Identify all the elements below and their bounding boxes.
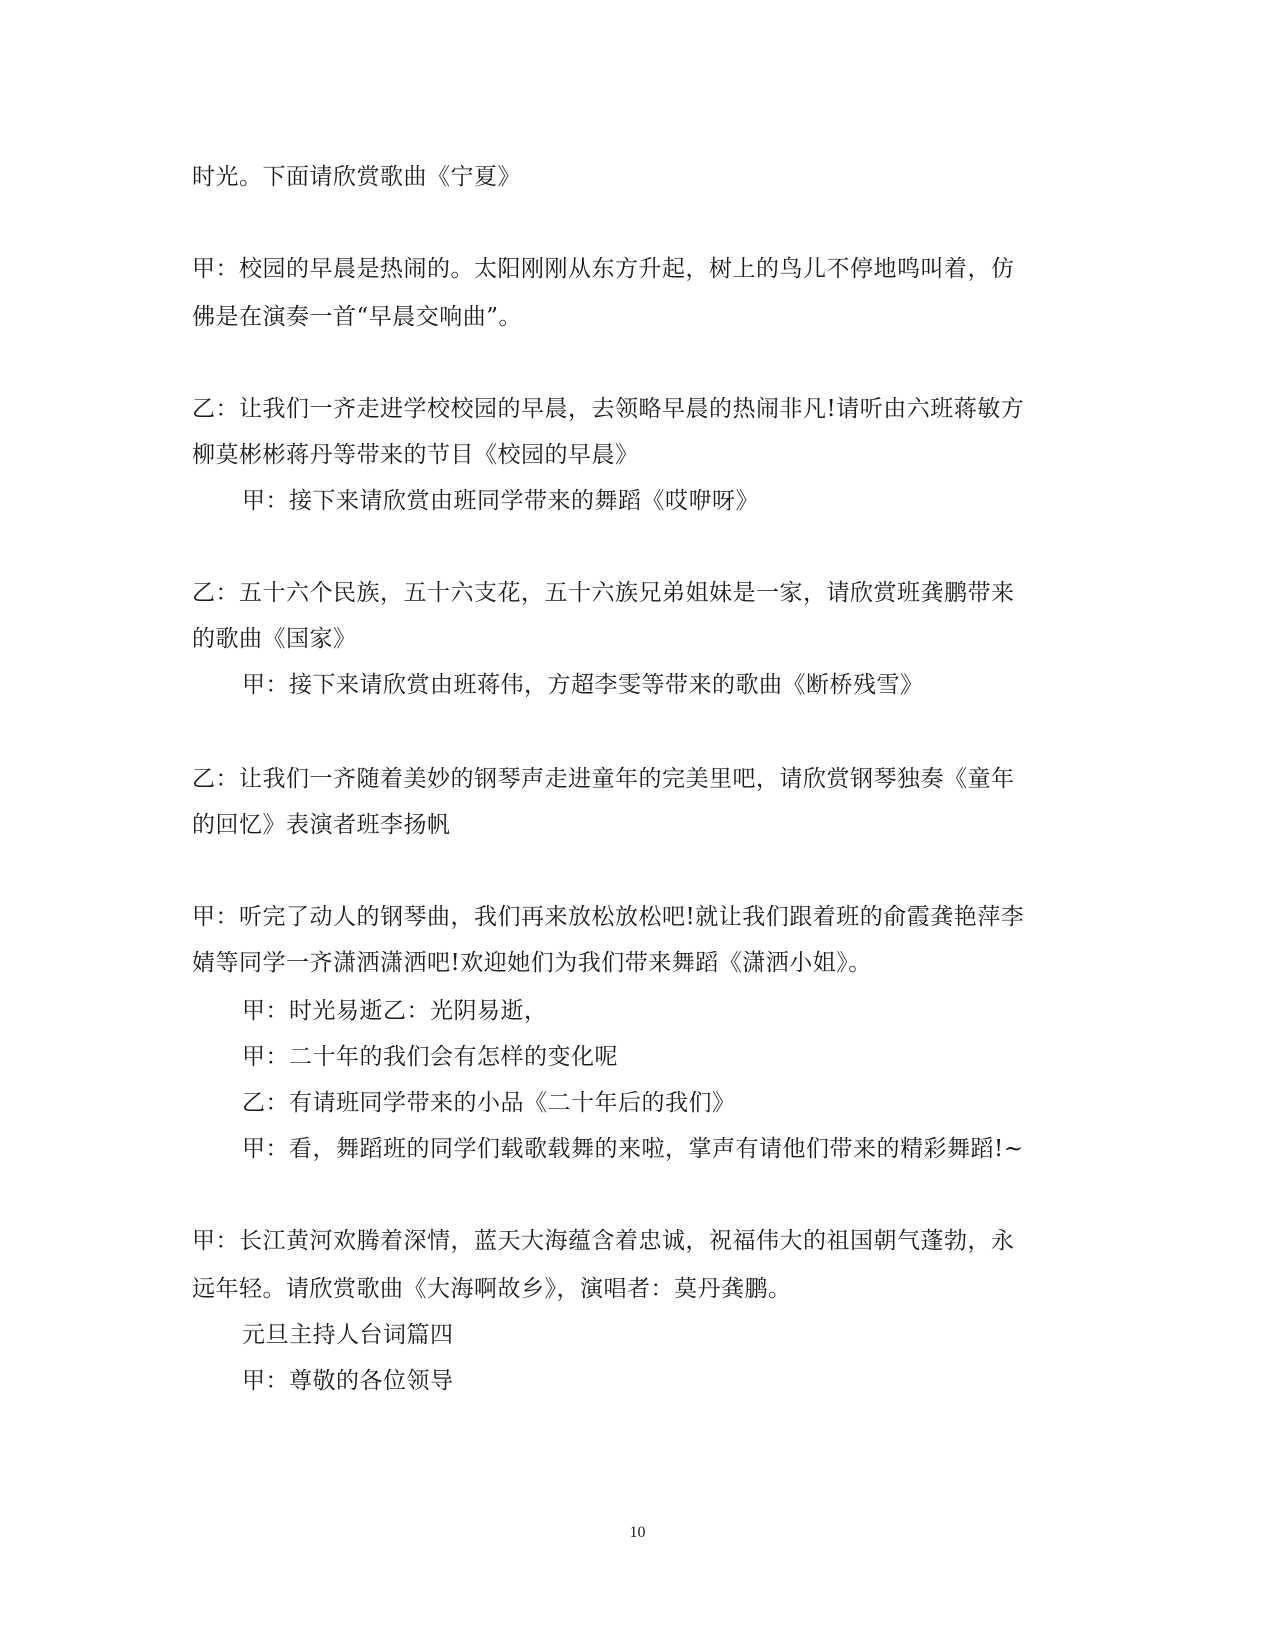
text-line: 乙：让我们一齐随着美妙的钢琴声走进童年的完美里吧，请欣赏钢琴独奏《童年: [192, 766, 1015, 792]
text-line: 甲：接下来请欣赏由班同学带来的舞蹈《哎咿呀》: [242, 488, 759, 514]
text-line: 的回忆》表演者班李扬帆: [192, 812, 451, 838]
text-line: 甲：尊敬的各位领导: [242, 1368, 454, 1394]
text-line: 乙：有请班同学带来的小品《二十年后的我们》: [242, 1090, 736, 1116]
text-line: 佛是在演奏一首“早晨交响曲”。: [192, 304, 523, 330]
text-line: 甲：长江黄河欢腾着深情，蓝天大海蕴含着忠诚，祝福伟大的祖国朝气蓬勃，永: [192, 1228, 1015, 1254]
text-line: 的歌曲《国家》: [192, 626, 357, 652]
section-heading: 元旦主持人台词篇四: [242, 1322, 454, 1348]
text-line: 甲：时光易逝乙：光阴易逝，: [242, 998, 548, 1024]
text-line: 甲：校园的早晨是热闹的。太阳刚刚从东方升起，树上的鸟儿不停地鸣叫着，仿: [192, 256, 1015, 282]
text-line: 甲：听完了动人的钢琴曲，我们再来放松放松吧!就让我们跟着班的俞霞龚艳萍李: [192, 904, 1025, 930]
text-line: 乙：五十六个民族，五十六支花，五十六族兄弟姐妹是一家，请欣赏班龚鹏带来: [192, 580, 1015, 606]
text-line: 远年轻。请欣赏歌曲《大海啊故乡》，演唱者：莫丹龚鹏。: [192, 1276, 792, 1302]
text-line: 柳莫彬彬蒋丹等带来的节目《校园的早晨》: [192, 442, 639, 468]
text-line: 甲：看，舞蹈班的同学们载歌载舞的来啦，掌声有请他们带来的精彩舞蹈!~: [242, 1136, 1024, 1162]
text-line: 甲：二十年的我们会有怎样的变化呢: [242, 1044, 618, 1070]
text-line: 乙：让我们一齐走进学校校园的早晨，去领略早晨的热闹非凡!请听由六班蒋敏方: [192, 396, 1025, 422]
text-line: 甲：接下来请欣赏由班蒋伟，方超李雯等带来的歌曲《断桥残雪》: [242, 672, 924, 698]
page-number: 10: [629, 1524, 646, 1541]
text-line: 婧等同学一齐潇洒潇洒吧!欢迎她们为我们带来舞蹈《潇洒小姐》。: [192, 950, 872, 976]
text-line: 时光。下面请欣赏歌曲《宁夏》: [192, 164, 521, 190]
